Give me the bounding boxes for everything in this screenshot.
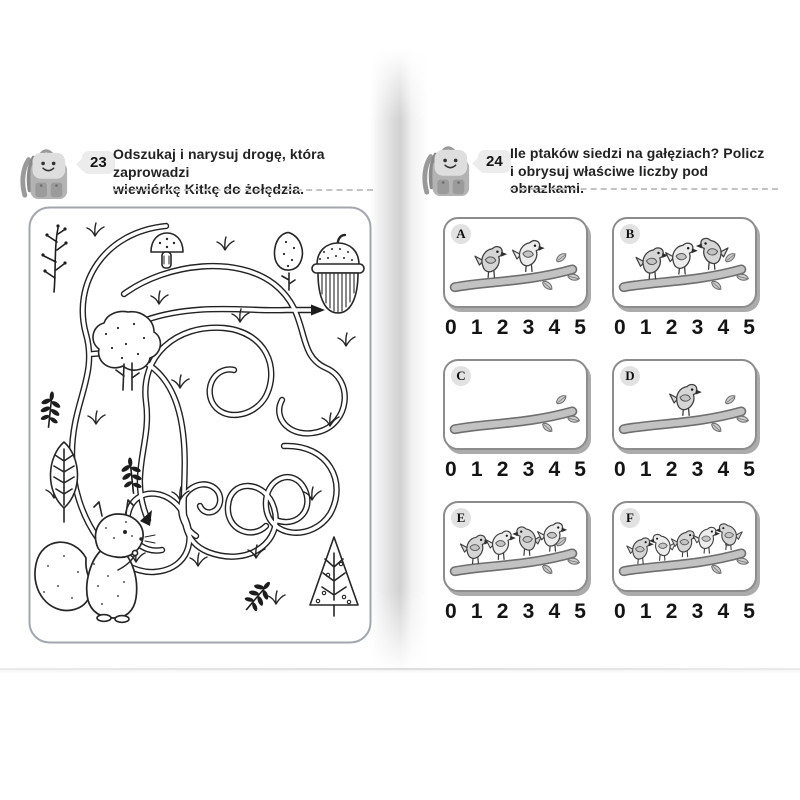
leaf-icon (555, 252, 568, 264)
task-number-badge: 24 (478, 150, 511, 173)
number-option-4[interactable]: 4 (548, 316, 561, 339)
dashed-separator (113, 189, 373, 191)
task-number-badge: 23 (82, 151, 115, 174)
leaf-icon (568, 273, 580, 281)
panel-letter-badge: F (620, 508, 640, 528)
number-option-2[interactable]: 2 (496, 600, 509, 623)
number-option-0[interactable]: 0 (445, 316, 457, 339)
leaf-icon (541, 422, 553, 434)
bird-icon (671, 531, 698, 557)
dashed-separator (510, 188, 778, 190)
leaf-icon (737, 273, 749, 281)
leaf-icon (710, 280, 722, 292)
leaf-icon (541, 564, 553, 576)
number-option-4[interactable]: 4 (717, 600, 730, 623)
number-option-3[interactable]: 3 (522, 316, 535, 339)
panel-F (612, 501, 757, 624)
number-option-5[interactable]: 5 (743, 316, 755, 339)
number-options-row (612, 316, 757, 340)
backpack-mascot-icon (20, 147, 70, 201)
panel-letter-badge: A (451, 224, 471, 244)
leaf-icon (710, 564, 722, 576)
number-option-3[interactable]: 3 (691, 600, 704, 623)
number-option-0[interactable]: 0 (614, 316, 626, 339)
leaf-icon (737, 415, 749, 423)
panel-letter-badge: E (451, 508, 471, 528)
number-option-0[interactable]: 0 (445, 458, 457, 481)
number-option-3[interactable]: 3 (691, 316, 704, 339)
leaf-icon (724, 252, 737, 264)
bird-icon (670, 385, 702, 416)
leaf-icon (541, 280, 553, 292)
task-instruction: Odszukaj i narysuj drogę, która zaprowadzi wiewiórkę Kitkę do żołędzia. (113, 146, 325, 197)
counting-panels-grid (443, 217, 757, 624)
number-options-row (612, 600, 757, 624)
panel-letter-badge: B (620, 224, 640, 244)
number-option-1[interactable]: 1 (639, 600, 652, 623)
number-option-1[interactable]: 1 (470, 600, 483, 623)
task-instruction: Ile ptaków siedzi na gałęziach? Policz i obrysuj właściwe liczby pod obrazkami. (510, 145, 765, 196)
number-option-3[interactable]: 3 (522, 458, 535, 481)
leaf-icon (555, 394, 568, 406)
number-option-2[interactable]: 2 (496, 316, 509, 339)
number-options-row (443, 458, 588, 482)
number-option-5[interactable]: 5 (743, 458, 755, 481)
number-option-1[interactable]: 1 (639, 458, 652, 481)
bird-icon (475, 247, 507, 278)
number-option-0[interactable]: 0 (614, 458, 626, 481)
backpack-mascot-icon (422, 144, 472, 198)
leaf-icon (568, 415, 580, 423)
leaf-icon (568, 557, 580, 565)
number-option-2[interactable]: 2 (496, 458, 509, 481)
panel-D (612, 359, 757, 482)
bird-icon (513, 241, 545, 272)
bird-icon (696, 238, 728, 269)
number-option-0[interactable]: 0 (445, 600, 457, 623)
number-options-row (443, 600, 588, 624)
leaf-icon (710, 422, 722, 434)
number-option-2[interactable]: 2 (665, 458, 678, 481)
number-option-4[interactable]: 4 (717, 458, 730, 481)
bird-card (612, 217, 757, 308)
number-option-5[interactable]: 5 (574, 458, 586, 481)
number-option-3[interactable]: 3 (691, 458, 704, 481)
bird-icon (627, 538, 654, 564)
number-option-2[interactable]: 2 (665, 316, 678, 339)
bird-card (443, 501, 588, 592)
panel-letter-badge: C (451, 366, 471, 386)
bird-icon (666, 243, 698, 274)
number-options-row (443, 316, 588, 340)
number-option-1[interactable]: 1 (470, 316, 483, 339)
bird-card (612, 359, 757, 450)
panel-A (443, 217, 588, 340)
bird-icon (460, 535, 490, 563)
bird-card (612, 501, 757, 592)
number-option-5[interactable]: 5 (743, 600, 755, 623)
maze-illustration[interactable] (28, 206, 372, 644)
number-option-2[interactable]: 2 (665, 600, 678, 623)
number-option-5[interactable]: 5 (574, 316, 586, 339)
bird-icon (486, 531, 516, 559)
panel-B (612, 217, 757, 340)
number-option-1[interactable]: 1 (639, 316, 652, 339)
number-option-0[interactable]: 0 (614, 600, 626, 623)
page-bottom-edge-fade (0, 670, 800, 674)
number-option-4[interactable]: 4 (548, 458, 561, 481)
bird-icon (636, 248, 668, 279)
panel-C (443, 359, 588, 482)
bird-card (443, 359, 588, 450)
bird-card (443, 217, 588, 308)
book-gutter-shadow (370, 50, 428, 672)
number-option-1[interactable]: 1 (470, 458, 483, 481)
leaf-icon (724, 394, 737, 406)
number-option-4[interactable]: 4 (548, 600, 561, 623)
number-option-5[interactable]: 5 (574, 600, 586, 623)
bird-icon (538, 523, 568, 551)
bird-icon (649, 534, 676, 560)
panel-E (443, 501, 588, 624)
bird-icon (693, 527, 720, 553)
number-option-4[interactable]: 4 (717, 316, 730, 339)
number-options-row (612, 458, 757, 482)
number-option-3[interactable]: 3 (522, 600, 535, 623)
panel-letter-badge: D (620, 366, 640, 386)
leaf-icon (737, 557, 749, 565)
